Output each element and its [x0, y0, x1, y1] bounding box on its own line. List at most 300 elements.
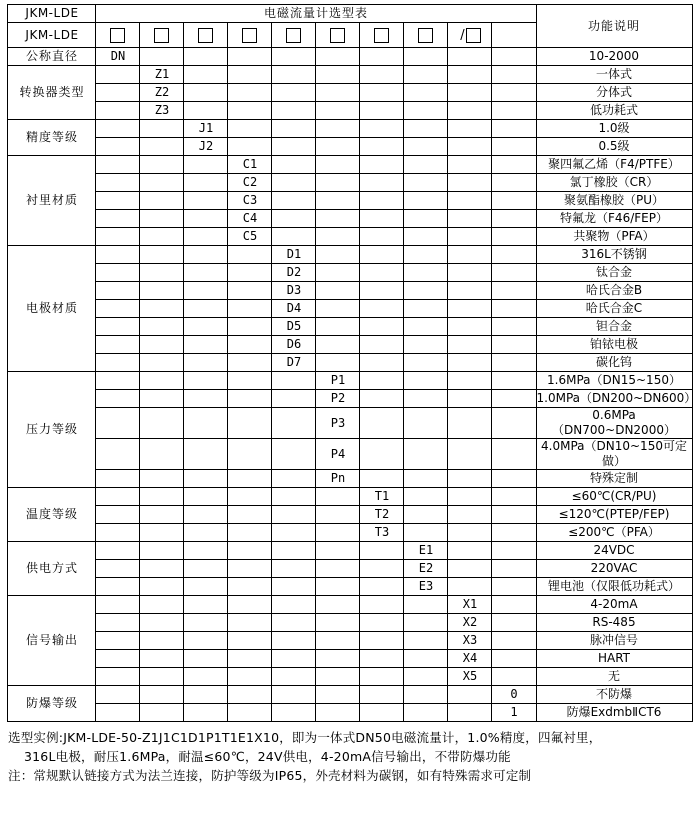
spacer-cell — [96, 192, 140, 210]
spacer-cell — [492, 488, 536, 506]
option-code[interactable]: C3 — [228, 192, 272, 210]
option-description: 24VDC — [536, 542, 692, 560]
spacer-cell — [360, 668, 404, 686]
table-row — [8, 470, 692, 488]
spacer-cell — [448, 48, 492, 66]
spacer-cell — [448, 408, 492, 439]
option-code[interactable]: X1 — [448, 596, 492, 614]
spacer-cell — [184, 318, 228, 336]
spacer-cell — [360, 390, 404, 408]
option-description: 钛合金 — [536, 264, 692, 282]
spacer-cell — [140, 138, 184, 156]
spacer-cell — [228, 138, 272, 156]
option-description: 聚氨酯橡胶（PU） — [536, 192, 692, 210]
spacer-cell — [492, 524, 536, 542]
spacer-cell — [140, 542, 184, 560]
spacer-cell — [228, 542, 272, 560]
spacer-cell — [228, 318, 272, 336]
spacer-cell — [492, 84, 536, 102]
spacer-cell — [272, 192, 316, 210]
option-code[interactable]: Pn — [316, 470, 360, 488]
spacer-cell — [360, 596, 404, 614]
option-description: 1.0级 — [536, 120, 692, 138]
spacer-cell — [96, 524, 140, 542]
spacer-cell — [404, 102, 448, 120]
option-description: 铂铱电极 — [536, 336, 692, 354]
row-label-7: 温度等级 — [8, 488, 96, 542]
spacer-cell — [360, 336, 404, 354]
spacer-cell — [448, 66, 492, 84]
spacer-cell — [448, 156, 492, 174]
spacer-cell — [404, 156, 448, 174]
spacer-cell — [360, 120, 404, 138]
header-title-cell: 电磁流量计选型表 — [96, 5, 536, 23]
option-code[interactable]: E1 — [404, 542, 448, 560]
option-description: ≤120℃(PTEP/FEP) — [536, 506, 692, 524]
option-code[interactable]: X4 — [448, 650, 492, 668]
spacer-cell — [96, 686, 140, 704]
option-description: 聚四氟乙烯（F4/PTFE） — [536, 156, 692, 174]
checkbox-square[interactable] — [286, 28, 301, 43]
spacer-cell — [228, 686, 272, 704]
spacer-cell — [448, 354, 492, 372]
spacer-cell — [184, 300, 228, 318]
note-example-line2: 316L电极，耐压1.6MPa，耐温≤60℃，24V供电，4-20mA信号输出，不带防爆功能 — [24, 749, 511, 764]
spacer-cell — [272, 156, 316, 174]
table-row — [8, 704, 692, 722]
spacer-cell — [448, 264, 492, 282]
option-description: 10-2000 — [536, 48, 692, 66]
spacer-cell — [272, 686, 316, 704]
spacer-cell — [184, 48, 228, 66]
checkbox-square[interactable] — [110, 28, 125, 43]
table-header-row — [8, 5, 692, 23]
spacer-cell — [316, 488, 360, 506]
option-description: 不防爆 — [536, 686, 692, 704]
option-description: 哈氏合金C — [536, 300, 692, 318]
spacer-cell — [140, 560, 184, 578]
table-row — [8, 614, 692, 632]
spacer-cell — [492, 614, 536, 632]
option-description: 氯丁橡胶（CR） — [536, 174, 692, 192]
spacer-cell — [272, 138, 316, 156]
option-code[interactable]: C2 — [228, 174, 272, 192]
spacer-cell — [404, 650, 448, 668]
spacer-cell — [316, 650, 360, 668]
spacer-cell — [228, 578, 272, 596]
model-prefix-cell: JKM-LDE — [8, 23, 96, 48]
table-row — [8, 264, 692, 282]
spacer-cell — [184, 372, 228, 390]
spacer-cell — [140, 614, 184, 632]
spacer-cell — [492, 282, 536, 300]
spacer-cell — [316, 66, 360, 84]
spacer-cell — [404, 704, 448, 722]
checkbox-square[interactable] — [198, 28, 213, 43]
spacer-cell — [316, 524, 360, 542]
option-description: 一体式 — [536, 66, 692, 84]
row-label-2: 转换器类型 — [8, 66, 96, 120]
spacer-cell — [448, 542, 492, 560]
checkbox-square[interactable] — [154, 28, 169, 43]
spacer-cell — [228, 120, 272, 138]
table-row — [8, 596, 692, 614]
option-description: ≤200℃（PFA） — [536, 524, 692, 542]
checkbox-square[interactable] — [466, 28, 481, 43]
spacer-cell — [360, 138, 404, 156]
spacer-cell — [184, 668, 228, 686]
spacer-cell — [96, 336, 140, 354]
spacer-cell — [404, 246, 448, 264]
option-code[interactable]: X2 — [448, 614, 492, 632]
spacer-cell — [140, 686, 184, 704]
spacer-cell — [272, 668, 316, 686]
spacer-cell — [360, 614, 404, 632]
checkbox-square[interactable] — [418, 28, 433, 43]
row-label-8: 供电方式 — [8, 542, 96, 596]
option-code[interactable]: P3 — [316, 408, 360, 439]
spacer-cell — [404, 174, 448, 192]
table-row — [8, 300, 692, 318]
spacer-cell — [272, 66, 316, 84]
table-row — [8, 390, 692, 408]
option-code[interactable]: DN — [96, 48, 140, 66]
spacer-cell — [492, 372, 536, 390]
option-description: 1.0MPa（DN200~DN600） — [536, 390, 692, 408]
spacer-cell — [184, 156, 228, 174]
table-row — [8, 84, 692, 102]
spacer-cell — [404, 506, 448, 524]
spacer-cell — [272, 48, 316, 66]
spacer-cell — [272, 488, 316, 506]
spacer-cell — [492, 650, 536, 668]
spacer-cell — [228, 596, 272, 614]
spacer-cell — [448, 192, 492, 210]
spacer-cell — [140, 318, 184, 336]
spacer-cell — [228, 488, 272, 506]
spacer-cell — [404, 686, 448, 704]
spacer-cell — [96, 632, 140, 650]
option-code[interactable]: T2 — [360, 506, 404, 524]
option-code[interactable]: X3 — [448, 632, 492, 650]
spacer-cell — [96, 614, 140, 632]
option-code[interactable]: D7 — [272, 354, 316, 372]
table-row — [8, 48, 692, 66]
spacer-cell — [404, 354, 448, 372]
spacer-cell — [96, 439, 140, 470]
table-row — [8, 686, 692, 704]
spacer-cell — [96, 120, 140, 138]
spacer-cell — [96, 246, 140, 264]
option-code[interactable]: 0 — [492, 686, 536, 704]
spacer-cell — [492, 668, 536, 686]
spacer-cell — [272, 120, 316, 138]
checkbox-square[interactable] — [374, 28, 389, 43]
table-row — [8, 650, 692, 668]
spacer-cell — [448, 246, 492, 264]
option-code[interactable]: J1 — [184, 120, 228, 138]
spacer-cell — [360, 264, 404, 282]
order-code-box-10[interactable] — [492, 23, 536, 48]
option-code[interactable]: J2 — [184, 138, 228, 156]
spacer-cell — [228, 102, 272, 120]
spacer-cell — [360, 48, 404, 66]
order-code-box-4[interactable] — [228, 23, 272, 48]
spacer-cell — [492, 174, 536, 192]
spacer-cell — [228, 390, 272, 408]
table-row — [8, 542, 692, 560]
spacer-cell — [272, 506, 316, 524]
option-description: 低功耗式 — [536, 102, 692, 120]
spacer-cell — [140, 264, 184, 282]
order-code-box-1[interactable] — [96, 23, 140, 48]
spacer-cell — [404, 470, 448, 488]
option-description: 0.6MPa（DN700~DN2000） — [536, 408, 692, 439]
spacer-cell — [448, 560, 492, 578]
spacer-cell — [448, 470, 492, 488]
spacer-cell — [316, 614, 360, 632]
spacer-cell — [448, 390, 492, 408]
spacer-cell — [272, 524, 316, 542]
spacer-cell — [448, 120, 492, 138]
order-code-box-7[interactable] — [360, 23, 404, 48]
spacer-cell — [140, 246, 184, 264]
spacer-cell — [360, 192, 404, 210]
spacer-cell — [316, 156, 360, 174]
option-description: 特氟龙（F46/FEP） — [536, 210, 692, 228]
spacer-cell — [184, 686, 228, 704]
spacer-cell — [448, 506, 492, 524]
order-code-box-5[interactable] — [272, 23, 316, 48]
row-label-5: 电极材质 — [8, 246, 96, 372]
spacer-cell — [96, 596, 140, 614]
spacer-cell — [96, 138, 140, 156]
spacer-cell — [184, 578, 228, 596]
spacer-cell — [360, 84, 404, 102]
option-description: 脉冲信号 — [536, 632, 692, 650]
spacer-cell — [272, 102, 316, 120]
spacer-cell — [492, 300, 536, 318]
spacer-cell — [448, 439, 492, 470]
option-code[interactable]: Z3 — [140, 102, 184, 120]
option-code[interactable]: D1 — [272, 246, 316, 264]
spacer-cell — [140, 300, 184, 318]
option-description: 0.5级 — [536, 138, 692, 156]
spacer-cell — [184, 282, 228, 300]
spacer-cell — [96, 102, 140, 120]
spacer-cell — [272, 560, 316, 578]
spacer-cell — [360, 560, 404, 578]
option-code[interactable]: P2 — [316, 390, 360, 408]
spec-table — [7, 4, 697, 722]
spacer-cell — [140, 390, 184, 408]
order-code-box-2[interactable] — [140, 23, 184, 48]
option-code[interactable]: T3 — [360, 524, 404, 542]
spacer-cell — [404, 524, 448, 542]
option-code[interactable]: P1 — [316, 372, 360, 390]
spacer-cell — [404, 282, 448, 300]
model-code-cell: JKM-LDE — [8, 5, 96, 23]
spacer-cell — [316, 282, 360, 300]
spacer-cell — [404, 318, 448, 336]
table-row — [8, 336, 692, 354]
spacer-cell — [228, 408, 272, 439]
spacer-cell — [184, 488, 228, 506]
spacer-cell — [360, 439, 404, 470]
spacer-cell — [316, 686, 360, 704]
option-code[interactable]: T1 — [360, 488, 404, 506]
checkbox-square[interactable] — [330, 28, 345, 43]
order-code-box-9[interactable] — [448, 23, 492, 48]
spacer-cell — [184, 102, 228, 120]
option-code[interactable]: E2 — [404, 560, 448, 578]
row-label-4: 衬里材质 — [8, 156, 96, 246]
spacer-cell — [404, 372, 448, 390]
spacer-cell — [228, 372, 272, 390]
option-code[interactable]: E3 — [404, 578, 448, 596]
option-code[interactable]: C4 — [228, 210, 272, 228]
option-code[interactable]: D4 — [272, 300, 316, 318]
option-description: 防爆ExdmbⅡCT6 — [536, 704, 692, 722]
spacer-cell — [492, 390, 536, 408]
option-code[interactable]: D5 — [272, 318, 316, 336]
spacer-cell — [184, 560, 228, 578]
spacer-cell — [272, 632, 316, 650]
spacer-cell — [404, 614, 448, 632]
spacer-cell — [96, 84, 140, 102]
spacer-cell — [492, 102, 536, 120]
spacer-cell — [448, 174, 492, 192]
spacer-cell — [272, 210, 316, 228]
option-code[interactable]: C1 — [228, 156, 272, 174]
spacer-cell — [404, 84, 448, 102]
spacer-cell — [140, 174, 184, 192]
row-label-9: 信号输出 — [8, 596, 96, 686]
spacer-cell — [184, 632, 228, 650]
spacer-cell — [96, 542, 140, 560]
option-code[interactable]: D6 — [272, 336, 316, 354]
spacer-cell — [272, 439, 316, 470]
option-code[interactable]: P4 — [316, 439, 360, 470]
spacer-cell — [96, 506, 140, 524]
spacer-cell — [184, 192, 228, 210]
spacer-cell — [360, 318, 404, 336]
table-row — [8, 156, 692, 174]
spacer-cell — [140, 228, 184, 246]
spacer-cell — [96, 174, 140, 192]
table-row — [8, 372, 692, 390]
spacer-cell — [96, 578, 140, 596]
spacer-cell — [272, 614, 316, 632]
spacer-cell — [316, 174, 360, 192]
spacer-cell — [360, 632, 404, 650]
option-code[interactable]: D3 — [272, 282, 316, 300]
spacer-cell — [360, 686, 404, 704]
spacer-cell — [96, 560, 140, 578]
spacer-cell — [140, 336, 184, 354]
spacer-cell — [360, 372, 404, 390]
spacer-cell — [140, 668, 184, 686]
spacer-cell — [184, 650, 228, 668]
spacer-cell — [228, 560, 272, 578]
spacer-cell — [448, 102, 492, 120]
spacer-cell — [184, 524, 228, 542]
option-code[interactable]: Z2 — [140, 84, 184, 102]
spacer-cell — [448, 488, 492, 506]
order-code-box-6[interactable] — [316, 23, 360, 48]
option-code[interactable]: D2 — [272, 264, 316, 282]
row-label-1: 公称直径 — [8, 48, 96, 66]
spacer-cell — [404, 210, 448, 228]
spacer-cell — [96, 66, 140, 84]
option-code[interactable]: 1 — [492, 704, 536, 722]
spacer-cell — [448, 318, 492, 336]
spacer-cell — [360, 650, 404, 668]
spacer-cell — [184, 228, 228, 246]
option-description: 分体式 — [536, 84, 692, 102]
spacer-cell — [96, 704, 140, 722]
spacer-cell — [404, 192, 448, 210]
spacer-cell — [96, 318, 140, 336]
spacer-cell — [448, 84, 492, 102]
spacer-cell — [316, 228, 360, 246]
spacer-cell — [272, 596, 316, 614]
spacer-cell — [228, 506, 272, 524]
spacer-cell — [492, 228, 536, 246]
spacer-cell — [448, 704, 492, 722]
spacer-cell — [360, 542, 404, 560]
spacer-cell — [228, 668, 272, 686]
spacer-cell — [360, 156, 404, 174]
spacer-cell — [492, 560, 536, 578]
spacer-cell — [316, 632, 360, 650]
spacer-cell — [492, 596, 536, 614]
option-description: 316L不锈钢 — [536, 246, 692, 264]
spacer-cell — [316, 210, 360, 228]
table-row — [8, 632, 692, 650]
spacer-cell — [360, 704, 404, 722]
spacer-cell — [96, 390, 140, 408]
spacer-cell — [492, 120, 536, 138]
option-code[interactable]: X5 — [448, 668, 492, 686]
spacer-cell — [228, 264, 272, 282]
option-code[interactable]: Z1 — [140, 66, 184, 84]
spacer-cell — [316, 264, 360, 282]
spacer-cell — [184, 354, 228, 372]
spacer-cell — [96, 668, 140, 686]
option-code[interactable]: C5 — [228, 228, 272, 246]
spacer-cell — [492, 354, 536, 372]
option-description: 哈氏合金B — [536, 282, 692, 300]
checkbox-square[interactable] — [242, 28, 257, 43]
spacer-cell — [272, 408, 316, 439]
spacer-cell — [184, 174, 228, 192]
spacer-cell — [228, 439, 272, 470]
order-code-box-3[interactable] — [184, 23, 228, 48]
spacer-cell — [228, 336, 272, 354]
row-label-6: 压力等级 — [8, 372, 96, 488]
spacer-cell — [228, 84, 272, 102]
spacer-cell — [492, 336, 536, 354]
option-description: 220VAC — [536, 560, 692, 578]
table-row — [8, 192, 692, 210]
order-code-box-8[interactable] — [404, 23, 448, 48]
spacer-cell — [140, 704, 184, 722]
table-row — [8, 524, 692, 542]
spacer-cell — [96, 264, 140, 282]
spacer-cell — [360, 102, 404, 120]
spacer-cell — [228, 704, 272, 722]
